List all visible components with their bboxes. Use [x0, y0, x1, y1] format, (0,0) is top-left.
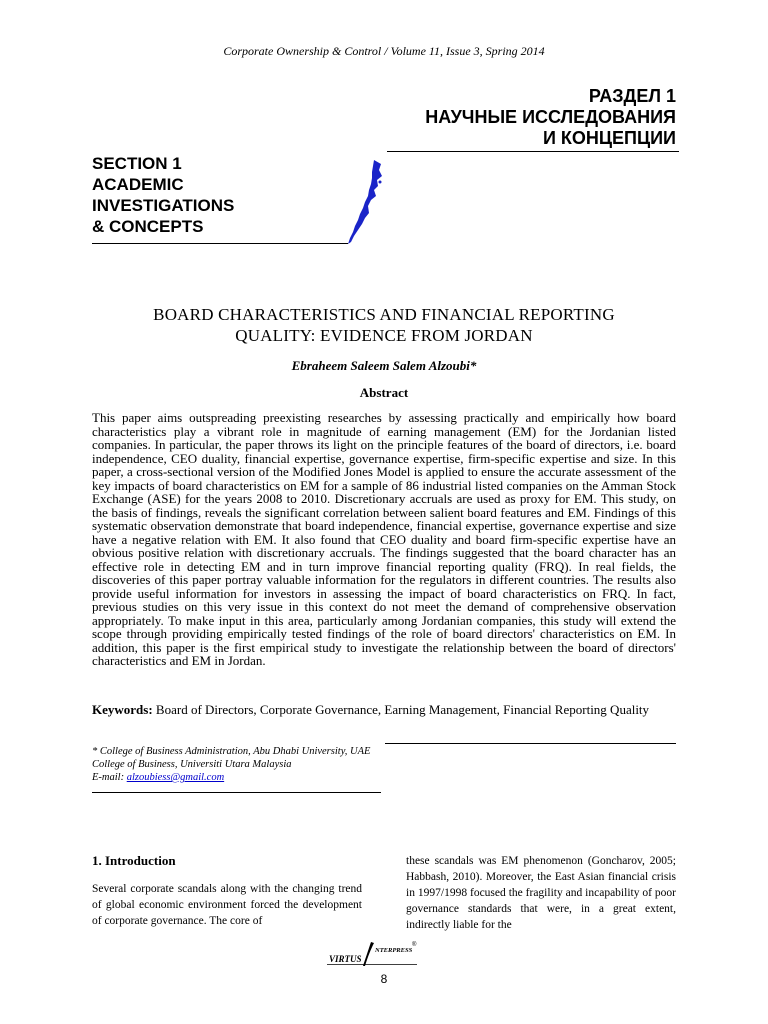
logo-interpress: NTERPRESS	[375, 947, 413, 954]
section-en-line2: ACADEMIC	[92, 175, 184, 194]
english-heading-rule	[92, 243, 348, 244]
virtus-interpress-logo	[325, 940, 420, 970]
email-link[interactable]: alzoubiess@gmail.com	[126, 772, 225, 783]
footnote-email	[92, 771, 512, 784]
footnote-rule-bottom	[92, 792, 381, 793]
section-en-line3: INVESTIGATIONS	[92, 196, 235, 215]
introduction-right-column: these scandals was EM phenomenon (Goncharov, 2005; Habbash, 2010). Moreover, the East Asian financial crisis in 1997/1998 focused the fragility and incapability of poor governance standards that were, in a great extent, indirectly liable for the	[406, 855, 676, 931]
email-label: E-mail:	[92, 772, 125, 783]
logo-virtus: VIRTUS	[329, 954, 362, 964]
footnotes	[92, 745, 512, 784]
section-en-line4: & CONCEPTS	[92, 217, 204, 236]
russian-heading-rule	[387, 151, 679, 152]
paper-title	[92, 304, 676, 346]
section-heading-english	[92, 153, 234, 237]
paper-title-line1: BOARD CHARACTERISTICS AND FINANCIAL REPORTING	[153, 305, 615, 324]
keywords	[92, 703, 676, 717]
footnote-affiliation-2: College of Business, Universiti Utara Malaysia	[92, 759, 292, 770]
logo-swoosh	[363, 942, 374, 966]
map-dot	[379, 181, 382, 184]
map-dot	[375, 165, 379, 169]
footnote-rule-top	[385, 743, 676, 744]
journal-header: Corporate Ownership & Control / Volume 11, Issue 3, Spring 2014	[223, 44, 545, 58]
section-heading-russian	[425, 86, 676, 149]
author-name: Ebraheem Saleem Salem Alzoubi*	[291, 358, 477, 373]
keywords-label: Keywords:	[92, 702, 153, 717]
footnote-affiliation-1: * College of Business Administration, Abu Dhabi University, UAE	[92, 746, 371, 757]
paper-title-line2: QUALITY: EVIDENCE FROM JORDAN	[235, 326, 533, 345]
abstract-heading: Abstract	[359, 385, 409, 400]
keywords-text: Board of Directors, Corporate Governance, Earning Management, Financial Reporting Quality	[155, 702, 650, 717]
abstract-text: This paper aims outspreading preexisting researches by assessing practically and empirically how board characteristics play a vibrant role in magnitude of earning management (EM) for the Jordanian listed companies. In particular, the paper throws its light on the principle features of the board of directors, i.e. board independence, CEO duality, financial expertise, governance expertise, firm-specific expertise and size. In this paper, a cross-sectional version of the Modified Jones Model is applied to ensure the accurate assessment of the key impacts of board characteristics on EM for a sample of 86 industrial listed companies on the Amman Stock Exchange (ASE) for the years 2008 to 2010. Discretionary accruals are used as proxy for EM. This study, on the basis of findings, reveals the significant correlation between salient board features and EM. Findings of this systematic observation demonstrate that board independence, financial expertise, governance expertise and size have a negative relation with EM. It also found that CEO duality and board firm-specific expertise have an obvious positive relation with discretionary accruals. The findings suggested that the board character has an effective role in detecting EM and in turn improve financial reporting quality (FRQ). In real fields, the discoveries of this paper portray valuable information for the regulators in different countries. The results also provide useful information for investors in assessing the impact of board characteristics on FRQ. In fact, previous studies on this very issue in this context do not meet the demand of comprehensive observation appropriately. To make input in this area, particularly among Jordanian companies, this study will extend the scope through providing empirically tested findings of the role of board directors' characteristics on EM. In addition, this paper is the first empirical study to investigate the relationship between the board of directors' characteristics and EM in Jordan.	[92, 410, 676, 668]
introduction-left-column: Several corporate scandals along with the changing trend of global economic environment forced the development of corporate governance. The core of	[92, 883, 362, 927]
section-ru-line1: РАЗДЕЛ 1	[588, 86, 676, 106]
map-shape	[348, 160, 382, 244]
section-ru-line2: НАУЧНЫЕ ИССЛЕДОВАНИЯ	[425, 107, 676, 127]
logo-registered-mark: ®	[412, 942, 417, 948]
page-number: 8	[380, 972, 388, 986]
section-ru-line3: И КОНЦЕПЦИИ	[542, 128, 676, 148]
introduction-heading: 1. Introduction	[92, 853, 176, 868]
jordan-map-icon	[344, 158, 386, 246]
section-en-line1: SECTION 1	[92, 154, 182, 173]
